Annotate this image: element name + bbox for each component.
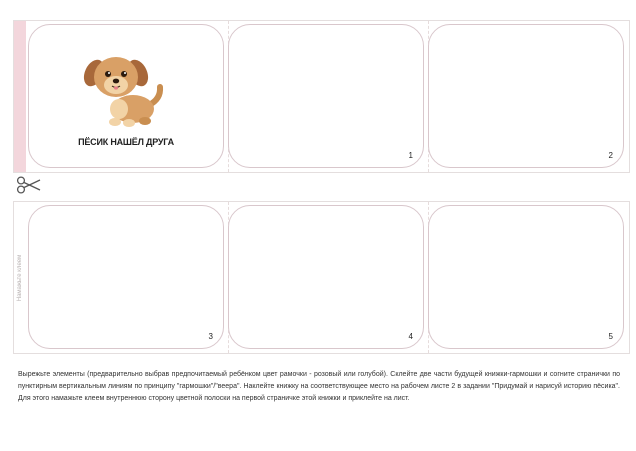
scissors-icon bbox=[16, 176, 42, 194]
page-card-4 bbox=[228, 205, 424, 349]
page-card-1 bbox=[228, 24, 424, 168]
glue-color-band bbox=[14, 21, 26, 172]
glue-tab bbox=[14, 202, 26, 353]
booklet-title: ПЁСИК НАШЁЛ ДРУГА bbox=[78, 137, 174, 147]
page-card-5 bbox=[428, 205, 624, 349]
instructions-text: Вырежьте элементы (предварительно выбрав предпочитаемый ребёнком цвет рамочки - розовый или голубой). Склейте две части будущей книжки-гармошки и согните странички по пунктирным вертикальным линиям по принципу "гармошки"/"веера". Наклейте книжку на соответствующее место на рабочем листе 2 в задании "Придумай и нарисуй историю пёсика". Для этого намажьте клеем внутреннюю сторону цветной полоски на первой страничке этой книжки и приклейте на лист. bbox=[18, 371, 620, 402]
cover-card bbox=[28, 24, 224, 168]
puppy-illustration bbox=[81, 47, 171, 132]
page-number: 3 bbox=[208, 332, 213, 341]
booklet-strip-top bbox=[13, 20, 630, 173]
page-card-2 bbox=[428, 24, 624, 168]
page-number: 4 bbox=[408, 332, 413, 341]
page-number: 2 bbox=[608, 151, 613, 160]
page-card-3 bbox=[28, 205, 224, 349]
glue-tab-label: Намажьте клеем bbox=[17, 254, 24, 301]
page-number: 1 bbox=[408, 151, 413, 160]
page-number: 5 bbox=[608, 332, 613, 341]
booklet-strip-bottom bbox=[13, 201, 630, 354]
